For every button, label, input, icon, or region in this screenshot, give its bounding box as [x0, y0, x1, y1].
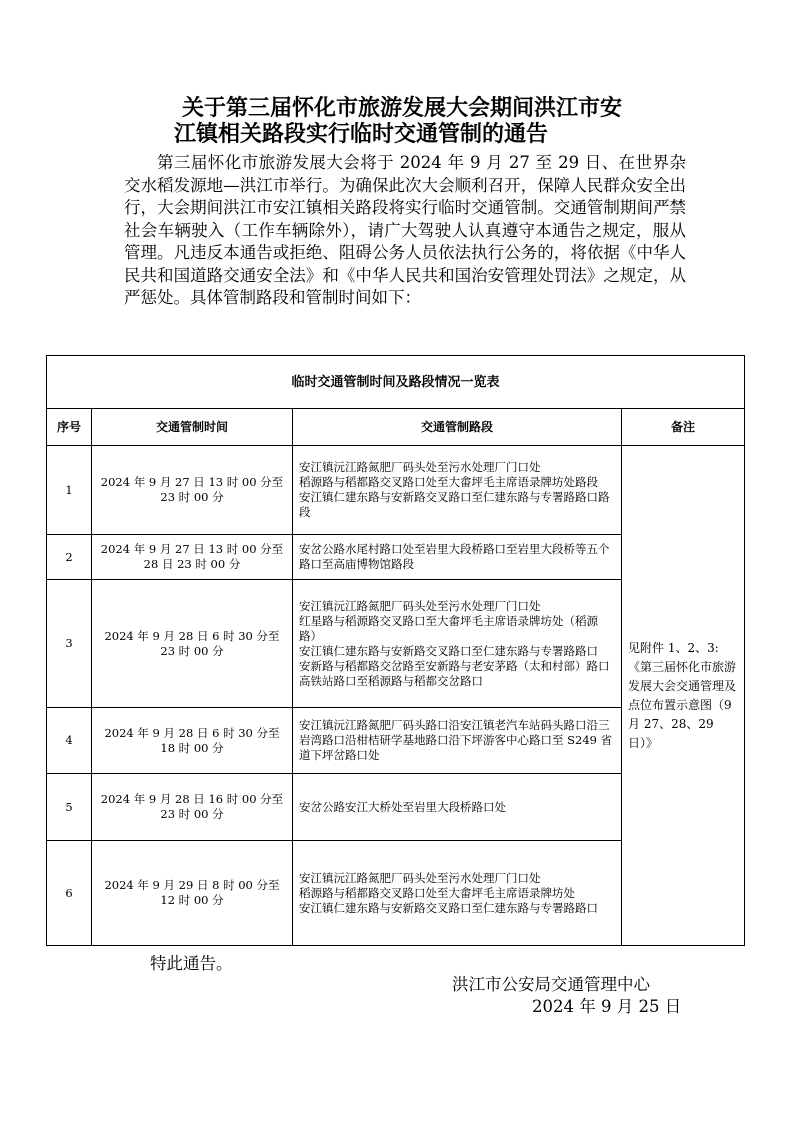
row-no: 4	[47, 708, 92, 774]
traffic-control-table	[46, 355, 745, 946]
table-header-row	[47, 409, 745, 446]
row-no: 3	[47, 580, 92, 708]
header-road: 交通管制路段	[293, 409, 622, 446]
road-item: 稻源路与稻都路交叉路口处至大畬坪毛主席语录牌坊处	[299, 885, 575, 900]
row-roads	[293, 580, 622, 708]
row-no: 6	[47, 841, 92, 946]
road-item: 安新路与稻都路交岔路至安新路与老安茅路（太和村部）路口	[299, 658, 610, 673]
road-item: 安江镇仁建东路与安新路交叉路口至仁建东路与专署路路口	[299, 900, 598, 915]
row-time: 2024 年 9 月 28 日 16 时 00 分至 23 时 00 分	[92, 774, 293, 841]
road-item: 高铁站路口至稻源路与稻都交岔路口	[299, 673, 483, 688]
row-roads	[293, 774, 622, 841]
row-time: 2024 年 9 月 27 日 13 时 00 分至 28 日 23 时 00 分	[92, 535, 293, 580]
road-item: 安江镇仁建东路与安新路交叉路口至仁建东路与专署路路口路段	[299, 490, 610, 519]
road-item: 安江镇沅江路氮肥厂码头处至污水处理厂门口处	[299, 460, 541, 474]
closing-text: 特此通告。	[150, 954, 233, 973]
table-row	[47, 446, 745, 535]
notice-title-line-1: 关于第三届怀化市旅游发展大会期间洪江市安	[182, 96, 623, 121]
road-item: 安江镇沅江路氮肥厂码头处至污水处理厂门口处	[299, 870, 541, 885]
road-item: 红星路与稻源路交叉路口至大畬坪毛主席语录牌坊处（稻源路）	[299, 613, 598, 643]
header-no: 序号	[47, 409, 92, 446]
road-item: 安江镇仁建东路与安新路交叉路口至仁建东路与专署路路口	[299, 643, 598, 658]
signature-organization: 洪江市公安局交通管理中心	[452, 975, 650, 994]
notice-title	[150, 96, 710, 148]
row-roads	[293, 535, 622, 580]
row-time: 2024 年 9 月 28 日 6 时 30 分至 23 时 00 分	[92, 580, 293, 708]
row-roads	[293, 446, 622, 535]
notice-title-line-2: 江镇相关路段实行临时交通管制的通告	[174, 122, 549, 147]
row-time: 2024 年 9 月 28 日 6 时 30 分至 18 时 00 分	[92, 708, 293, 774]
row-no: 2	[47, 535, 92, 580]
header-note: 备注	[622, 409, 745, 446]
row-no: 1	[47, 446, 92, 535]
signature-date: 2024 年 9 月 25 日	[532, 997, 682, 1016]
row-no: 5	[47, 774, 92, 841]
road-item: 安岔公路水尾村路口处至岩里大段桥路口至岩里大段桥等五个路口至高庙博物馆路段	[299, 542, 610, 571]
row-time: 2024 年 9 月 29 日 8 时 00 分至 12 时 00 分	[92, 841, 293, 946]
notice-paragraph: 第三届怀化市旅游发展大会将于 2024 年 9 月 27 至 29 日、在世界杂交水稻发源地—洪江市举行。为确保此次大会顺利召开，保障人民群众安全出行，大会期间洪江市安江镇相关路段将实行临时交通管制。交通管制期间严禁社会车辆驶入（工作车辆除外），请广大驾驶人认真遵守本通告之规定，服从管理。凡违反本通告或拒绝、阻碍公务人员依法执行公务的，将依据《中华人民共和国道路交通安全法》和《中华人民共和国治安管理处罚法》之规定，从严惩处。具体管制路段和管制时间如下：	[124, 153, 686, 307]
road-item: 稻源路与稻都路交叉路口处至大畬坪毛主席语录牌坊处路段	[299, 475, 598, 489]
row-roads	[293, 708, 622, 774]
row-time: 2024 年 9 月 27 日 13 时 00 分至 23 时 00 分	[92, 446, 293, 535]
header-time: 交通管制时间	[92, 409, 293, 446]
road-item: 安江镇沅江路氮肥厂码头处至污水处理厂门口处	[299, 598, 541, 613]
road-item: 安江镇沅江路氮肥厂码头路口沿安江镇老汽车站码头路口沿三岩湾路口沿柑桔研学基地路口沿下坪游客中心路口至 S249 省道下坪岔路口处	[299, 718, 613, 762]
row-roads	[293, 841, 622, 946]
row-note: 见附件 1、2、3:《第三届怀化市旅游发展大会交通管理及点位布置示意图（9 月 27、28、29 日）》	[622, 446, 745, 946]
table-title: 临时交通管制时间及路段情况一览表	[47, 356, 745, 409]
road-item: 安岔公路安江大桥处至岩里大段桥路口处	[299, 799, 506, 814]
notice-body	[124, 152, 686, 310]
